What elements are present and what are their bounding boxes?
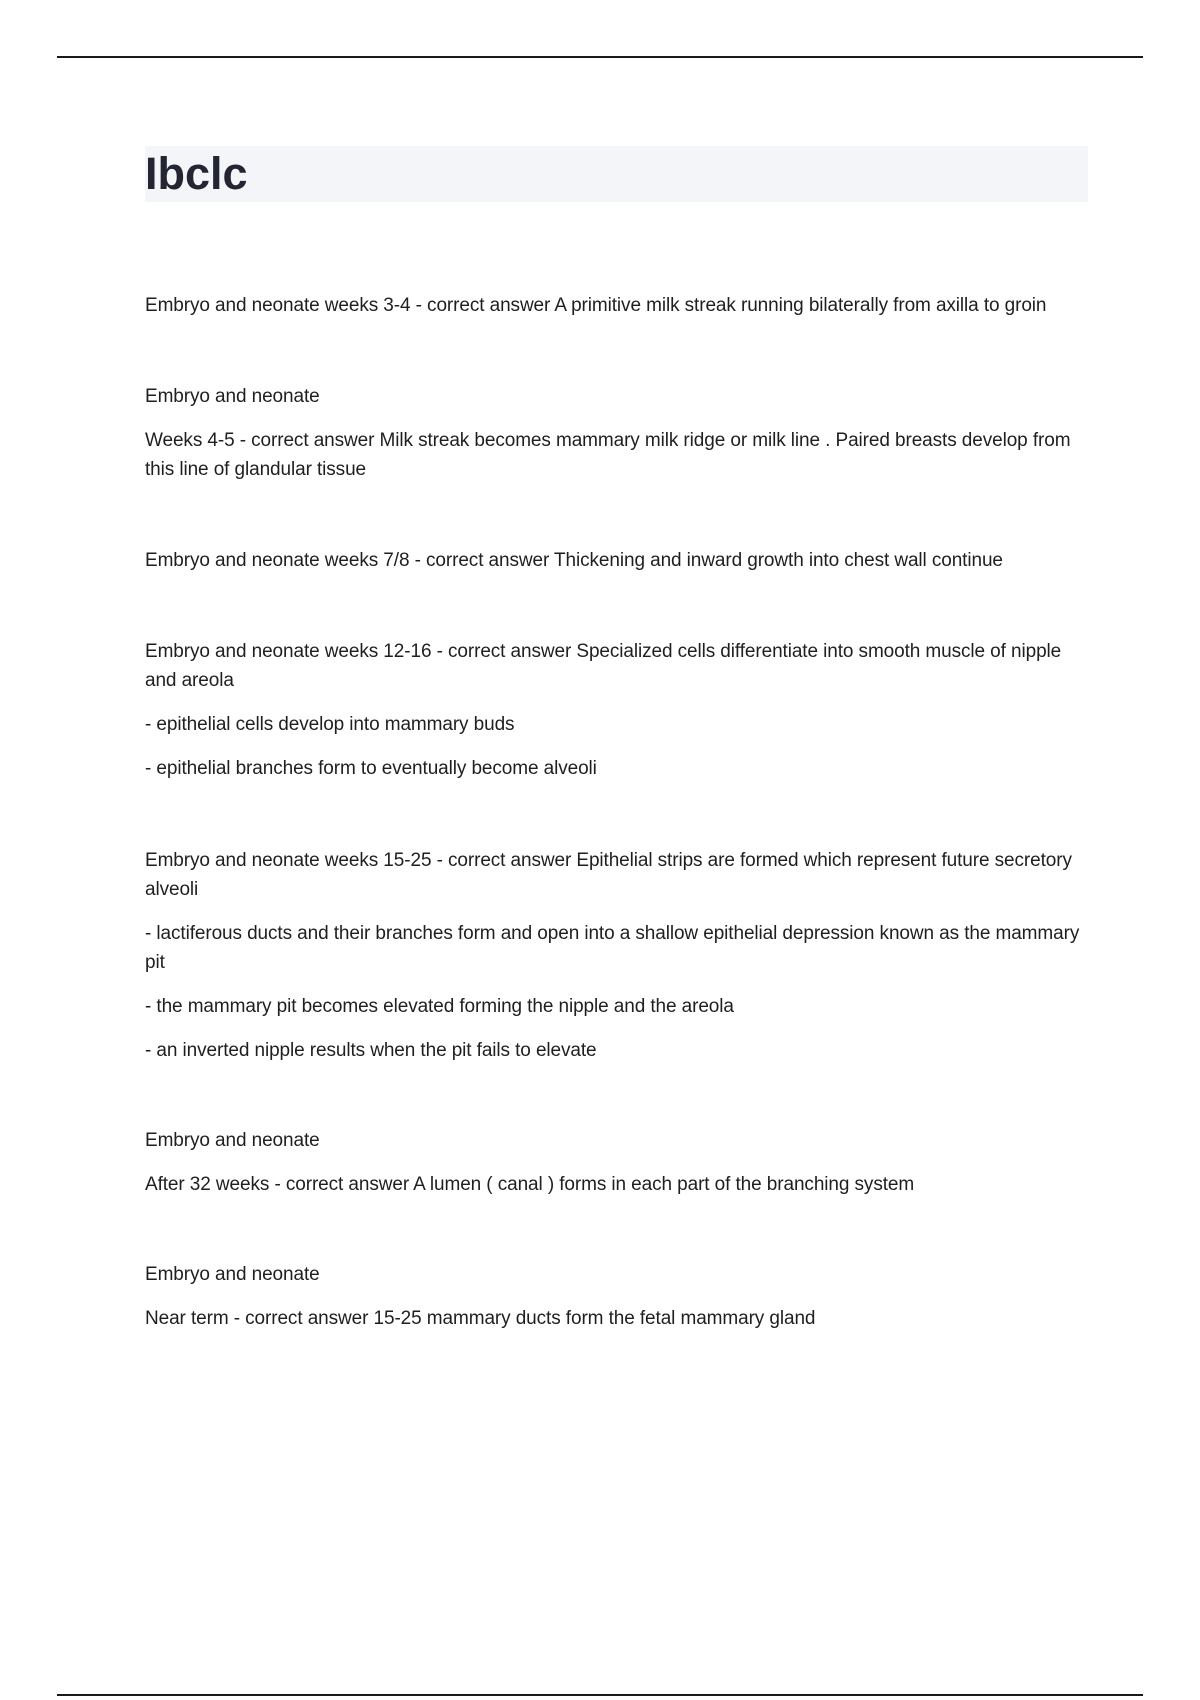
entry-heading: Embryo and neonate <box>145 1264 320 1285</box>
entry-text: Embryo and neonate weeks 3-4 - correct answer A primitive milk streak running bilaterally from axilla to groin <box>145 295 1047 316</box>
top-rule <box>57 56 1143 58</box>
entry-bullet: - the mammary pit becomes elevated forming the nipple and the areola <box>145 996 734 1017</box>
flashcard-entry <box>145 846 1091 1065</box>
flashcard-entry <box>145 291 1091 320</box>
entry-bullet: - epithelial branches form to eventually become alveoli <box>145 758 597 779</box>
entry-bullet: - an inverted nipple results when the pit fails to elevate <box>145 1040 597 1061</box>
flashcard-entry <box>145 382 1091 484</box>
title-bar <box>145 146 1088 202</box>
flashcard-entry <box>145 1126 1091 1199</box>
flashcard-entry <box>145 1260 1091 1333</box>
entry-text: Embryo and neonate weeks 15-25 - correct answer Epithelial strips are formed which represent future secretory alveoli <box>145 850 1072 900</box>
bottom-rule <box>57 1694 1143 1696</box>
document-title: Ibclc <box>145 148 248 199</box>
entry-bullet: - epithelial cells develop into mammary buds <box>145 714 515 735</box>
entry-heading: Embryo and neonate <box>145 386 320 407</box>
entry-text: Embryo and neonate weeks 12-16 - correct answer Specialized cells differentiate into smooth muscle of nipple and areola <box>145 641 1062 691</box>
entry-text: Embryo and neonate weeks 7/8 - correct answer Thickening and inward growth into chest wall continue <box>145 550 1003 571</box>
entry-bullet: - lactiferous ducts and their branches form and open into a shallow epithelial depression known as the mammary pit <box>145 923 1080 973</box>
entry-text: Near term - correct answer 15-25 mammary ducts form the fetal mammary gland <box>145 1308 816 1329</box>
flashcard-entry <box>145 546 1091 575</box>
entry-text: After 32 weeks - correct answer A lumen ( canal ) forms in each part of the branching system <box>145 1174 915 1195</box>
entry-heading: Embryo and neonate <box>145 1130 320 1151</box>
flashcard-entry <box>145 637 1091 783</box>
entry-text: Weeks 4-5 - correct answer Milk streak becomes mammary milk ridge or milk line . Paired breasts develop from this line of glandular tissue <box>145 430 1071 480</box>
document-body <box>145 291 1091 1394</box>
